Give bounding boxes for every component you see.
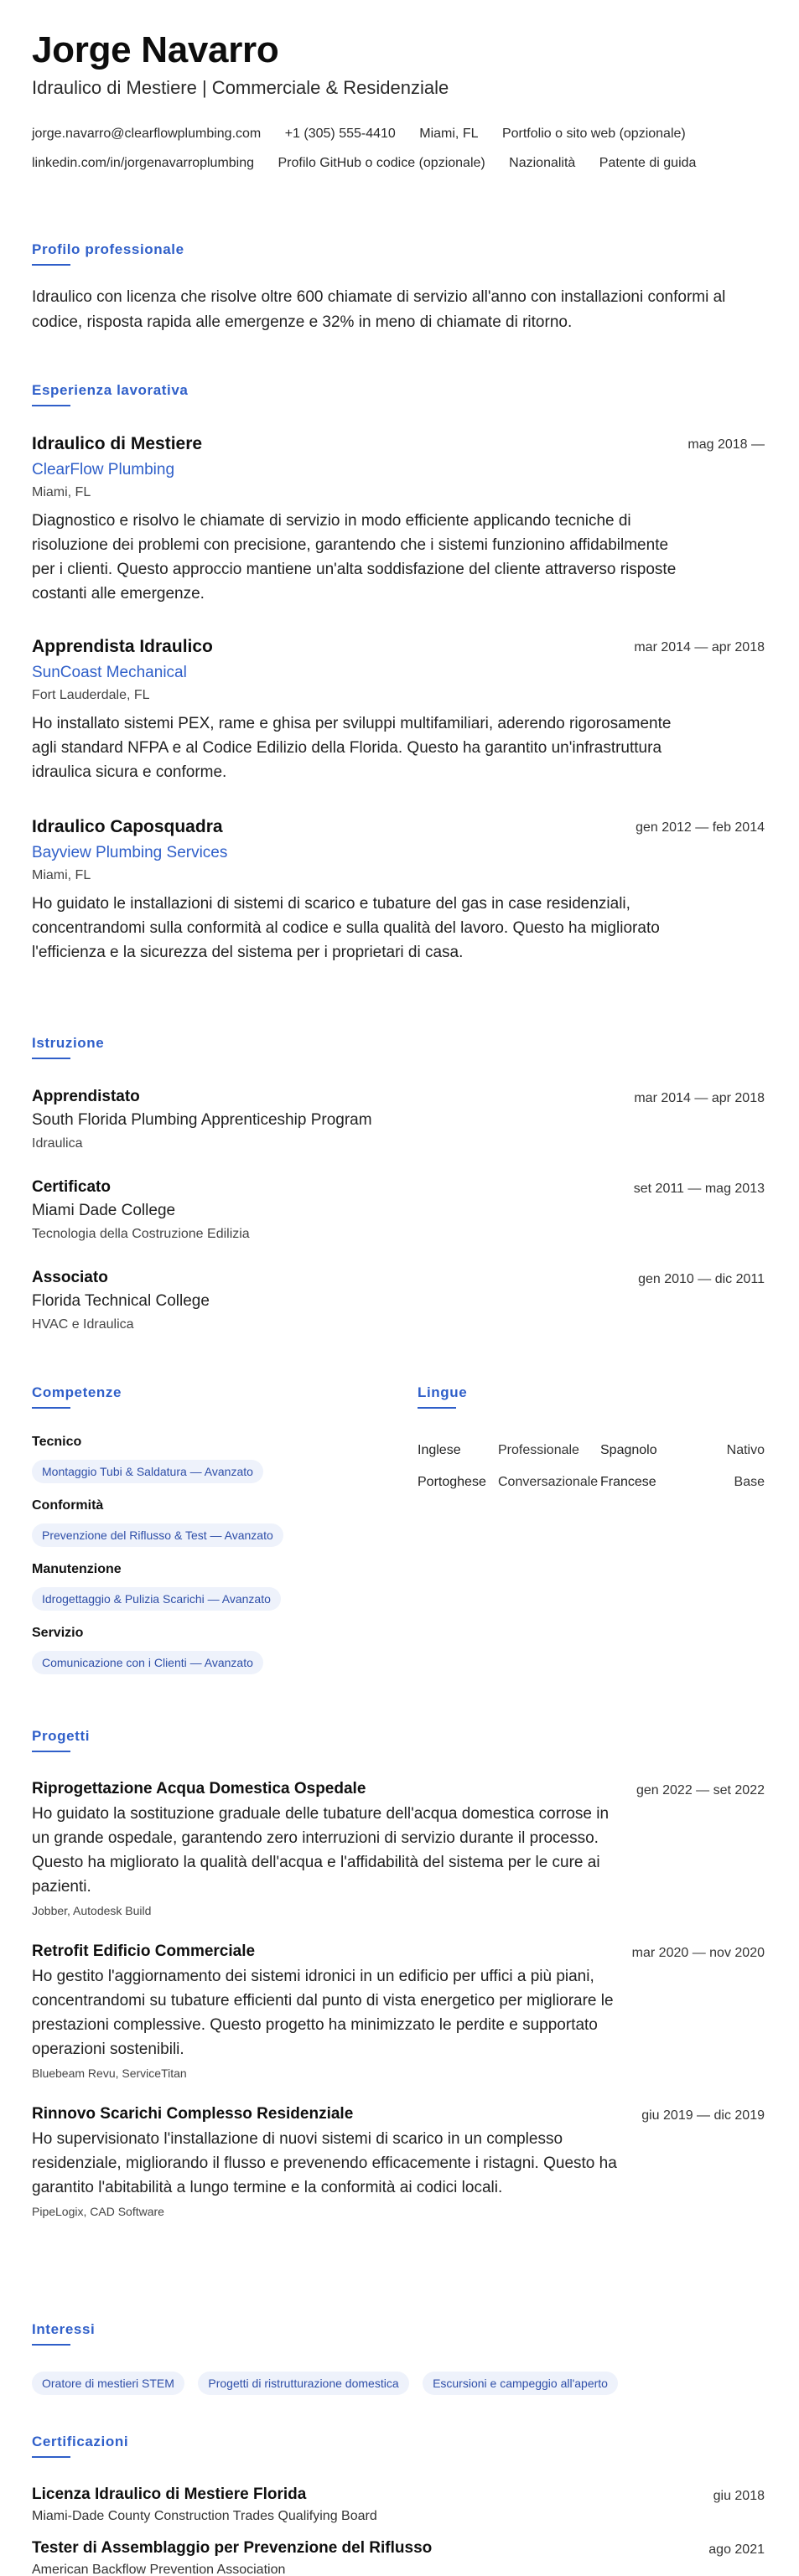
certification-entry xyxy=(32,2485,765,2524)
job-title: Apprendista Idraulico xyxy=(32,637,213,656)
skill-group xyxy=(32,1626,401,1674)
education-entry xyxy=(32,1088,765,1151)
section-rule xyxy=(32,2456,70,2458)
section-title-skills: Competenze xyxy=(32,1384,122,1400)
section-rule xyxy=(418,1407,456,1409)
project-description: Ho supervisionato l'installazione di nuovi sistemi di scarico in un complesso residenziale, migliorando il flusso e prevenendo efficacemente i ristagni. Questo ha garantito l'abitabilità a lungo termine e la conformità ai codici locali. xyxy=(32,2130,617,2196)
section-rule xyxy=(32,1407,70,1409)
contact-location: Miami, FL xyxy=(419,127,479,141)
job-location: Miami, FL xyxy=(32,485,91,499)
skill-group xyxy=(32,1435,401,1483)
edu-field: HVAC e Idraulica xyxy=(32,1317,134,1332)
project-tools: Bluebeam Revu, ServiceTitan xyxy=(32,2066,187,2080)
job-description: Ho guidato le installazioni di sistemi di scarico e tubature del gas in case residenziali, concentrandomi sulla conformità al codice e sulla qualità del lavoro. Questo ha migliorato l'efficienza e la sicurezza del sistema per i proprietari di casa. xyxy=(32,895,660,961)
cert-title: Licenza Idraulico di Mestiere Florida xyxy=(32,2485,307,2503)
profile-summary: Idraulico con licenza che risolve oltre 600 chiamate di servizio all'anno con installazioni conformi al codice, risposta rapida alle emergenze e 32% in meno di chiamate di ritorno. xyxy=(32,288,726,331)
skill-category: Servizio xyxy=(32,1626,84,1640)
cert-issuer: American Backflow Prevention Association xyxy=(32,2563,286,2576)
job-date: mar 2014 — apr 2018 xyxy=(634,640,765,654)
edu-date: set 2011 — mag 2013 xyxy=(633,1182,765,1196)
contact-phone[interactable]: +1 (305) 555-4410 xyxy=(284,127,396,141)
section-rule xyxy=(32,264,70,266)
skill-chip: Prevenzione del Riflusso & Test — Avanzato xyxy=(32,1523,283,1547)
language-level: Professionale xyxy=(498,1443,579,1457)
interests-list xyxy=(32,2372,765,2395)
job-date: mag 2018 — xyxy=(687,437,765,452)
project-tools: PipeLogix, CAD Software xyxy=(32,2205,164,2218)
interest-chip: Oratore di mestieri STEM xyxy=(32,2372,184,2395)
section-title-certifications: Certificazioni xyxy=(32,2434,129,2449)
candidate-name: Jorge Navarro xyxy=(32,29,279,70)
contact-github[interactable]: Profilo GitHub o codice (opzionale) xyxy=(278,156,485,170)
contact-nationality: Nazionalità xyxy=(509,156,576,170)
contact-email[interactable]: jorge.navarro@clearflowplumbing.com xyxy=(32,127,262,141)
project-title: Riprogettazione Acqua Domestica Ospedale xyxy=(32,1780,366,1798)
project-entry xyxy=(32,2105,765,2218)
edu-degree: Associato xyxy=(32,1269,108,1286)
edu-date: gen 2010 — dic 2011 xyxy=(638,1272,765,1286)
skill-chip: Montaggio Tubi & Saldatura — Avanzato xyxy=(32,1460,263,1483)
job-date: gen 2012 — feb 2014 xyxy=(636,820,765,835)
skill-category: Tecnico xyxy=(32,1435,82,1449)
experience-entry xyxy=(32,817,765,965)
section-title-education: Istruzione xyxy=(32,1035,105,1051)
section-title-projects: Progetti xyxy=(32,1728,91,1744)
project-title: Rinnovo Scarichi Complesso Residenziale xyxy=(32,2105,354,2123)
language-row xyxy=(418,1466,765,1498)
cert-date: ago 2021 xyxy=(708,2542,765,2557)
job-description: Diagnostico e risolvo le chiamate di servizio in modo efficiente applicando tecniche di risoluzione dei problemi con precisione, garantendo che i sistemi funzionino affidabilmente per i clienti. Questo approccio mantiene un'alta soddisfazione del cliente attraverso risposte costanti alle emergenze. xyxy=(32,512,677,603)
project-entry xyxy=(32,1780,765,1917)
project-entry xyxy=(32,1942,765,2080)
project-description: Ho guidato la sostituzione graduale delle tubature dell'acqua domestica corrose in un grande ospedale, garantendo zero interruzioni di servizio durante il processo. Questo ha migliorato la qualità dell'acqua e l'affidabilità del sistema per le cure ai pazienti. xyxy=(32,1805,610,1896)
cert-title: Tester di Assemblaggio per Prevenzione del Riflusso xyxy=(32,2539,433,2557)
interest-chip: Progetti di ristrutturazione domestica xyxy=(198,2372,408,2395)
edu-school: Miami Dade College xyxy=(32,1202,176,1219)
cert-issuer: Miami-Dade County Construction Trades Qualifying Board xyxy=(32,2509,377,2523)
edu-degree: Apprendistato xyxy=(32,1088,140,1105)
language-level: Nativo xyxy=(726,1443,765,1457)
education-entry xyxy=(32,1178,765,1242)
skill-group xyxy=(32,1498,401,1547)
languages-list xyxy=(418,1435,765,1498)
section-rule xyxy=(32,1058,70,1059)
section-rule xyxy=(32,2344,70,2346)
project-date: giu 2019 — dic 2019 xyxy=(641,2108,765,2123)
skill-group xyxy=(32,1562,401,1611)
experience-entry xyxy=(32,434,765,606)
edu-degree: Certificato xyxy=(32,1178,111,1196)
project-title: Retrofit Edificio Commerciale xyxy=(32,1942,256,1960)
job-company: Bayview Plumbing Services xyxy=(32,844,228,861)
skill-chip: Comunicazione con i Clienti — Avanzato xyxy=(32,1651,263,1674)
language-level: Conversazionale xyxy=(498,1475,599,1489)
candidate-headline: Idraulico di Mestiere | Commerciale & Residenziale xyxy=(32,77,449,98)
project-description: Ho gestito l'aggiornamento dei sistemi idronici in un edificio per uffici a più piani, concentrandomi su tubature efficienti dal punto di vista energetico per migliorare le prestazioni complessive. Questo progetto ha minimizzato le perdite e supportato operazioni sostenibili. xyxy=(32,1968,614,2058)
contact-list xyxy=(32,119,765,178)
section-title-languages: Lingue xyxy=(418,1384,468,1400)
edu-school: South Florida Plumbing Apprenticeship Program xyxy=(32,1111,372,1129)
contact-portfolio[interactable]: Portfolio o sito web (opzionale) xyxy=(501,127,686,141)
certification-entry xyxy=(32,2539,765,2576)
job-location: Miami, FL xyxy=(32,868,91,882)
edu-field: Idraulica xyxy=(32,1136,83,1151)
section-title-interests: Interessi xyxy=(32,2321,96,2337)
job-title: Idraulico di Mestiere xyxy=(32,434,203,453)
job-title: Idraulico Caposquadra xyxy=(32,817,223,836)
job-company: SunCoast Mechanical xyxy=(32,664,187,681)
edu-date: mar 2014 — apr 2018 xyxy=(634,1091,765,1105)
section-title-experience: Esperienza lavorativa xyxy=(32,382,189,398)
contact-license: Patente di guida xyxy=(599,156,697,170)
section-rule xyxy=(32,405,70,406)
section-rule xyxy=(32,1751,70,1752)
project-date: mar 2020 — nov 2020 xyxy=(631,1946,765,1960)
skills-list xyxy=(32,1435,401,1689)
section-title-profile: Profilo professionale xyxy=(32,241,184,257)
job-company: ClearFlow Plumbing xyxy=(32,461,175,478)
language-row xyxy=(418,1435,765,1466)
contact-linkedin[interactable]: linkedin.com/in/jorgenavarroplumbing xyxy=(32,156,255,170)
project-tools: Jobber, Autodesk Build xyxy=(32,1904,152,1917)
skill-category: Conformità xyxy=(32,1498,104,1513)
skill-chip: Idrogettaggio & Pulizia Scarichi — Avanzato xyxy=(32,1587,281,1611)
language-name: Francese xyxy=(600,1475,656,1489)
job-location: Fort Lauderdale, FL xyxy=(32,688,150,702)
skill-category: Manutenzione xyxy=(32,1562,122,1576)
language-name: Inglese xyxy=(418,1443,461,1457)
cert-date: giu 2018 xyxy=(713,2489,765,2503)
language-name: Portoghese xyxy=(418,1475,486,1489)
education-entry xyxy=(32,1269,765,1332)
language-level: Base xyxy=(734,1475,765,1489)
project-date: gen 2022 — set 2022 xyxy=(636,1783,765,1798)
interest-chip: Escursioni e campeggio all'aperto xyxy=(423,2372,618,2395)
edu-school: Florida Technical College xyxy=(32,1292,210,1310)
edu-field: Tecnologia della Costruzione Edilizia xyxy=(32,1227,250,1241)
language-name: Spagnolo xyxy=(600,1443,657,1457)
experience-entry xyxy=(32,637,765,784)
job-description: Ho installato sistemi PEX, rame e ghisa per sviluppi multifamiliari, aderendo rigorosamente agli standard NFPA e al Codice Edilizio della Florida. Questo ha garantito un'infrastruttura idraulica sicura e conforme. xyxy=(32,715,672,781)
